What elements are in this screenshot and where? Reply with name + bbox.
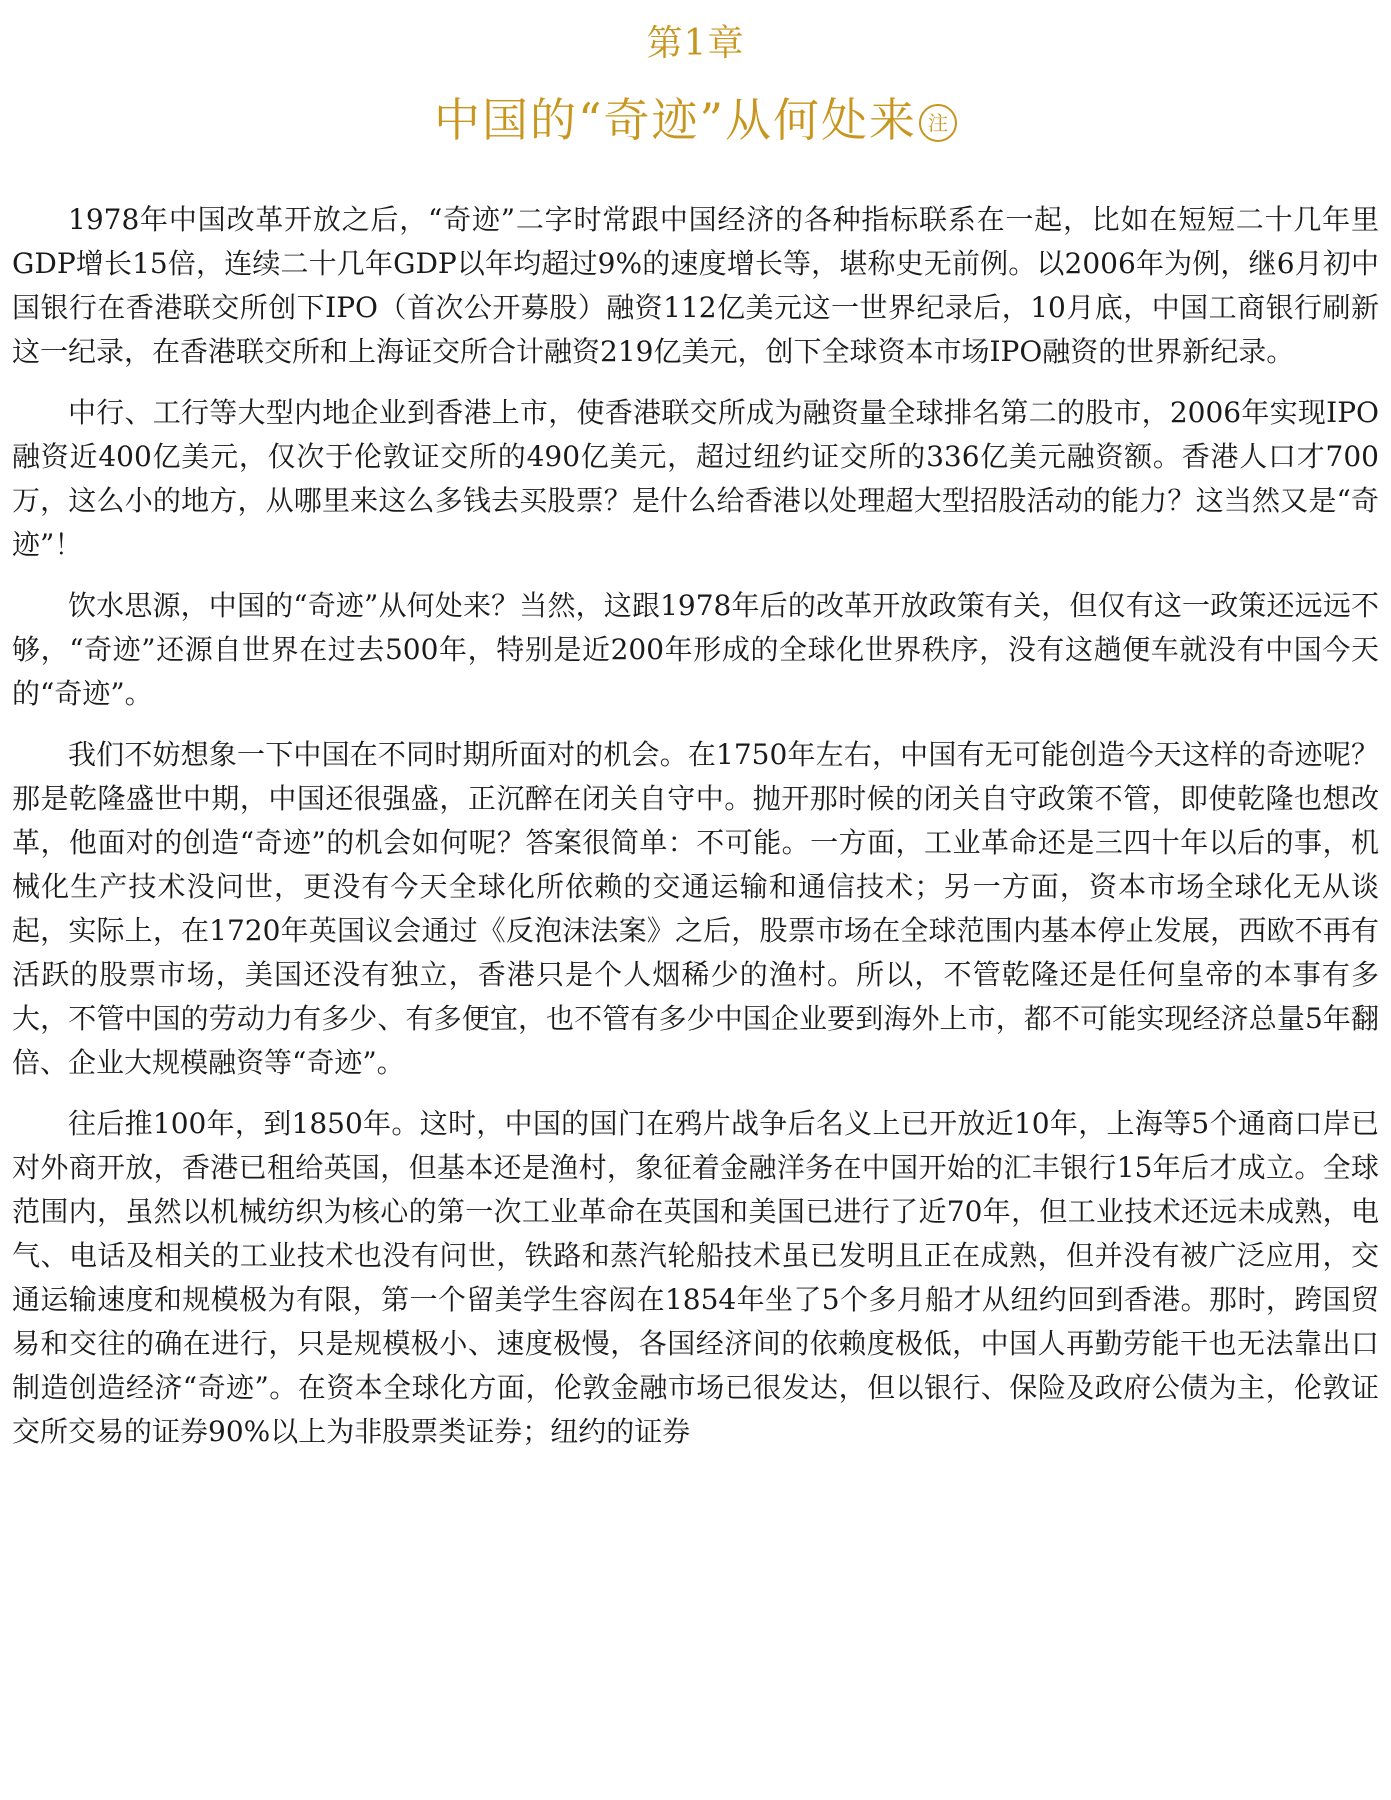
paragraph-1: 1978年中国改革开放之后，“奇迹”二字时常跟中国经济的各种指标联系在一起，比如在短短二十几年里GDP增长15倍，连续二十几年GDP以年均超过9%的速度增长等，堪称史无前例。以2006年为例，继6月初中国银行在香港联交所创下IPO（首次公开募股）融资112亿美元这一世界纪录后，10月底，中国工商银行刷新这一纪录，在香港联交所和上海证交所合计融资219亿美元，创下全球资本市场IPO融资的世界新纪录。 [12, 203, 1379, 368]
chapter-body [12, 198, 1379, 1454]
footnote-marker[interactable]: 注 [919, 104, 957, 142]
chapter-header [12, 0, 1379, 150]
paragraph-2: 中行、工行等大型内地企业到香港上市，使香港联交所成为融资量全球排名第二的股市，2006年实现IPO融资近400亿美元，仅次于伦敦证交所的490亿美元，超过纽约证交所的336亿美元融资额。香港人口才700万，这么小的地方，从哪里来这么多钱去买股票？是什么给香港以处理超大型招股活动的能力？这当然又是“奇迹”！ [12, 396, 1379, 561]
paragraph-3: 饮水思源，中国的“奇迹”从何处来？当然，这跟1978年后的改革开放政策有关，但仅有这一政策还远远不够，“奇迹”还源自世界在过去500年，特别是近200年形成的全球化世界秩序，没有这趟便车就没有中国今天的“奇迹”。 [12, 589, 1379, 710]
chapter-title [12, 90, 1379, 150]
chapter-title-text: 中国的“奇迹”从何处来 [433, 93, 918, 147]
chapter-label: 第1章 [646, 23, 745, 64]
paragraph-4: 我们不妨想象一下中国在不同时期所面对的机会。在1750年左右，中国有无可能创造今天这样的奇迹呢？那是乾隆盛世中期，中国还很强盛，正沉醉在闭关自守中。抛开那时候的闭关自守政策不管，即使乾隆也想改革，他面对的创造“奇迹”的机会如何呢？答案很简单：不可能。一方面，工业革命还是三四十年以后的事，机械化生产技术没问世，更没有今天全球化所依赖的交通运输和通信技术；另一方面，资本市场全球化无从谈起，实际上，在1720年英国议会通过《反泡沫法案》之后，股票市场在全球范围内基本停止发展，西欧不再有活跃的股票市场，美国还没有独立，香港只是个人烟稀少的渔村。所以，不管乾隆还是任何皇帝的本事有多大，不管中国的劳动力有多少、有多便宜，也不管有多少中国企业要到海外上市，都不可能实现经济总量5年翻倍、企业大规模融资等“奇迹”。 [12, 738, 1379, 1079]
paragraph-5: 往后推100年，到1850年。这时，中国的国门在鸦片战争后名义上已开放近10年，上海等5个通商口岸已对外商开放，香港已租给英国，但基本还是渔村，象征着金融洋务在中国开始的汇丰银行15年后才成立。全球范围内，虽然以机械纺织为核心的第一次工业革命在英国和美国已进行了近70年，但工业技术还远未成熟，电气、电话及相关的工业技术也没有问世，铁路和蒸汽轮船技术虽已发明且正在成熟，但并没有被广泛应用，交通运输速度和规模极为有限，第一个留美学生容闳在1854年坐了5个多月船才从纽约回到香港。那时，跨国贸易和交往的确在进行，只是规模极小、速度极慢，各国经济间的依赖度极低，中国人再勤劳能干也无法靠出口制造创造经济“奇迹”。在资本全球化方面，伦敦金融市场已很发达，但以银行、保险及政府公债为主，伦敦证交所交易的证券90%以上为非股票类证券；纽约的证券 [12, 1107, 1379, 1448]
